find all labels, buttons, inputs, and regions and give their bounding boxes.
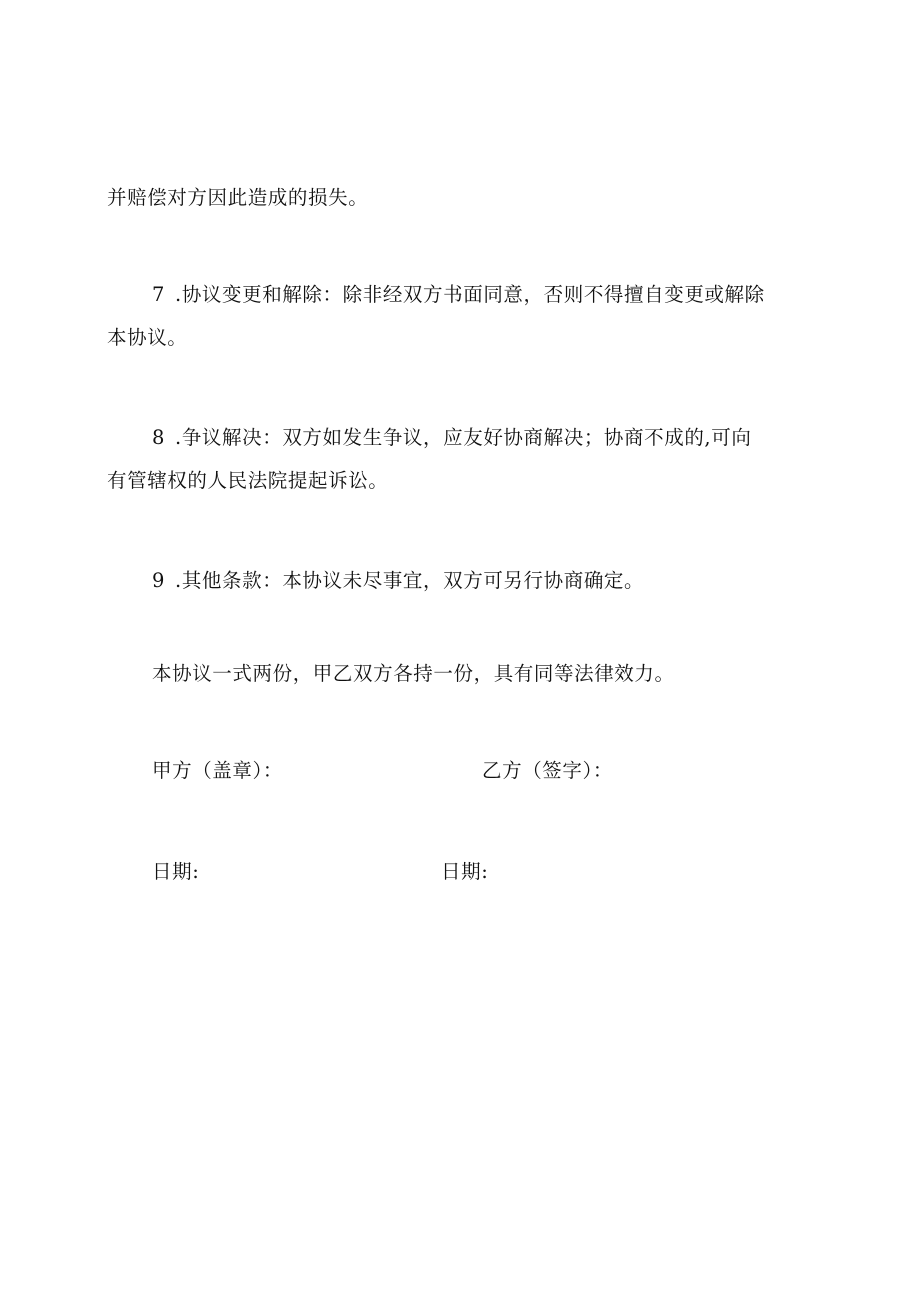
carryover-text: 并赔偿对方因此造成的损失。 <box>107 186 369 209</box>
clause-9-text: .其他条款：本协议未尽事宜，双方可另行协商确定。 <box>175 569 645 592</box>
clause-9-line-1 <box>152 567 644 595</box>
party-a-date-label: 日期: <box>152 860 200 883</box>
party-b-date-label: 日期: <box>441 860 489 883</box>
clause-8-number: 8 <box>152 426 166 449</box>
clause-7-text: .协议变更和解除：除非经双方书面同意，否则不得擅自变更或解除 <box>175 283 765 306</box>
clause-7-number: 7 <box>152 283 166 306</box>
party-a-signature-label: 甲方（盖章）： <box>152 759 283 782</box>
closing-statement: 本协议一式两份，甲乙双方各持一份，具有同等法律效力。 <box>152 662 675 685</box>
clause-9-number: 9 <box>152 569 166 592</box>
clause-7-line-1 <box>152 281 765 309</box>
clause-8-line-2: 有管辖权的人民法院提起诉讼。 <box>107 469 389 492</box>
party-b-signature-label: 乙方（签字）： <box>482 759 613 782</box>
clause-8-line-1 <box>152 424 751 452</box>
clause-7-line-2: 本协议。 <box>107 326 188 349</box>
clause-8-text: .争议解决：双方如发生争议，应友好协商解决；协商不成的,可向 <box>175 426 752 449</box>
